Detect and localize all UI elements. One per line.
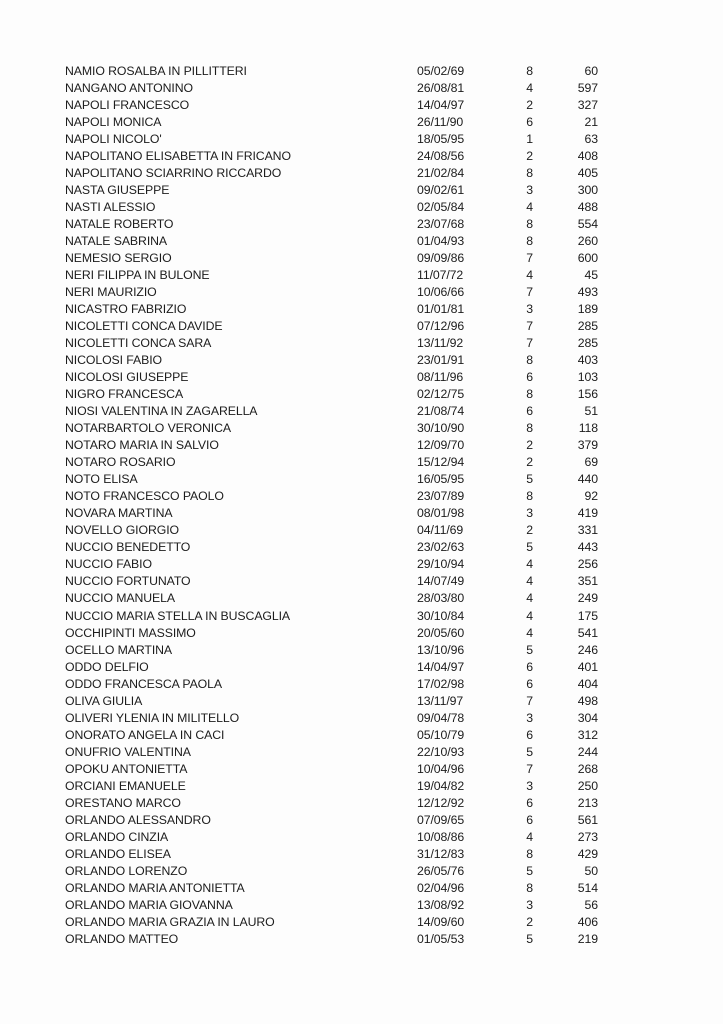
table-row [65, 642, 598, 659]
birth-date: 26/11/90 [417, 115, 464, 130]
value-large: 597 [577, 81, 598, 96]
birth-date: 17/02/98 [417, 676, 465, 691]
person-name: NASTI ALESSIO [65, 200, 156, 215]
value-large: 541 [577, 625, 598, 640]
table-row [65, 148, 598, 165]
value-large: 250 [577, 778, 598, 793]
person-name: NATALE ROBERTO [65, 217, 174, 232]
birth-date: 07/12/96 [417, 319, 465, 334]
value-small: 4 [526, 608, 533, 623]
value-large: 60 [584, 64, 598, 78]
value-large: 401 [577, 659, 598, 674]
value-small: 7 [526, 319, 533, 334]
person-name: NUCCIO MANUELA [65, 591, 175, 606]
value-small: 4 [526, 81, 533, 96]
table-row [65, 454, 598, 471]
table-row [65, 931, 598, 948]
person-name: NOTARO ROSARIO [65, 455, 176, 470]
value-large: 331 [577, 523, 598, 538]
birth-date: 12/12/92 [417, 795, 465, 810]
table-row [65, 250, 598, 267]
value-small: 8 [526, 489, 533, 504]
person-name: NOTO FRANCESCO PAOLO [65, 489, 224, 504]
birth-date: 01/05/53 [417, 931, 465, 946]
table-row [65, 710, 598, 727]
value-large: 219 [577, 931, 598, 946]
person-name: NICOLOSI FABIO [65, 353, 162, 368]
value-small: 2 [526, 438, 533, 453]
value-large: 405 [577, 166, 598, 181]
birth-date: 10/08/86 [417, 829, 465, 844]
person-name: ONORATO ANGELA IN CACI [65, 727, 225, 742]
value-large: 260 [577, 234, 598, 249]
value-large: 92 [584, 489, 598, 504]
value-large: 50 [584, 863, 598, 878]
person-name: ORLANDO MATTEO [65, 931, 179, 946]
birth-date: 21/08/74 [417, 404, 465, 419]
value-large: 189 [577, 302, 598, 317]
table-row [65, 829, 598, 846]
value-large: 379 [577, 438, 598, 453]
table-row [65, 539, 598, 556]
value-small: 7 [526, 285, 533, 300]
birth-date: 22/10/93 [417, 744, 465, 759]
person-name: OCCHIPINTI MASSIMO [65, 625, 196, 640]
value-large: 249 [577, 591, 598, 606]
birth-date: 02/12/75 [417, 387, 465, 402]
birth-date: 23/01/91 [417, 353, 465, 368]
value-large: 273 [577, 829, 598, 844]
birth-date: 12/09/70 [417, 438, 465, 453]
value-large: 63 [584, 132, 598, 147]
value-small: 6 [526, 115, 533, 130]
value-small: 3 [526, 710, 533, 725]
value-small: 5 [526, 540, 533, 555]
table-row [65, 744, 598, 761]
table-row [65, 369, 598, 386]
person-name: NOVARA MARTINA [65, 506, 173, 521]
table-row [65, 522, 598, 539]
person-name: NATALE SABRINA [65, 234, 168, 249]
table-row [65, 846, 598, 863]
birth-date: 01/01/81 [417, 302, 465, 317]
person-name: NICASTRO FABRIZIO [65, 302, 187, 317]
table-row [65, 778, 598, 795]
table-row [65, 608, 598, 625]
value-small: 8 [526, 166, 533, 181]
value-large: 406 [577, 914, 598, 929]
table-row [65, 63, 598, 80]
table-row [65, 420, 598, 437]
table-row [65, 216, 598, 233]
table-row [65, 590, 598, 607]
value-large: 429 [577, 846, 598, 861]
person-name: ORLANDO MARIA ANTONIETTA [65, 880, 245, 895]
value-large: 256 [577, 557, 598, 572]
person-name: NICOLETTI CONCA SARA [65, 336, 212, 351]
value-large: 175 [577, 608, 598, 623]
table-row [65, 761, 598, 778]
table-row [65, 114, 598, 131]
table-row [65, 863, 598, 880]
person-name: OLIVERI YLENIA IN MILITELLO [65, 710, 240, 725]
birth-date: 14/04/97 [417, 659, 465, 674]
value-small: 4 [526, 625, 533, 640]
value-small: 2 [526, 149, 533, 164]
value-small: 6 [526, 795, 533, 810]
person-name: OLIVA GIULIA [65, 693, 143, 708]
table-row [65, 386, 598, 403]
value-large: 21 [584, 115, 598, 130]
birth-date: 28/03/80 [417, 591, 465, 606]
person-name: ORLANDO ALESSANDRO [65, 812, 211, 827]
birth-date: 14/09/60 [417, 914, 465, 929]
value-large: 246 [577, 642, 598, 657]
value-large: 514 [577, 880, 598, 895]
person-name: NICOLETTI CONCA DAVIDE [65, 319, 223, 334]
value-large: 600 [577, 251, 598, 266]
value-small: 3 [526, 897, 533, 912]
table-row [65, 284, 598, 301]
person-name: ORLANDO MARIA GIOVANNA [65, 897, 233, 912]
birth-date: 05/02/69 [417, 64, 465, 78]
table-row [65, 131, 598, 148]
value-large: 327 [577, 98, 598, 113]
table-row [65, 267, 598, 284]
birth-date: 02/04/96 [417, 880, 465, 895]
birth-date: 13/11/97 [417, 693, 464, 708]
value-large: 488 [577, 200, 598, 215]
table-row [65, 573, 598, 590]
birth-date: 13/08/92 [417, 897, 465, 912]
value-large: 56 [584, 897, 598, 912]
value-large: 118 [578, 421, 598, 436]
person-name: NAPOLI MONICA [65, 115, 162, 130]
value-small: 6 [526, 370, 533, 385]
table-row [65, 97, 598, 114]
birth-date: 30/10/84 [417, 608, 465, 623]
value-large: 351 [577, 574, 598, 589]
birth-date: 09/02/61 [417, 183, 465, 198]
value-small: 7 [526, 761, 533, 776]
table-row [65, 676, 598, 693]
person-name: NUCCIO BENEDETTO [65, 540, 191, 555]
value-large: 312 [577, 727, 598, 742]
table-row [65, 693, 598, 710]
value-large: 51 [584, 404, 598, 419]
person-name: NOVELLO GIORGIO [65, 523, 179, 538]
value-small: 2 [526, 523, 533, 538]
birth-date: 01/04/93 [417, 234, 465, 249]
birth-date: 08/01/98 [417, 506, 465, 521]
value-small: 4 [526, 200, 533, 215]
birth-date: 18/05/95 [417, 132, 465, 147]
table-row [65, 403, 598, 420]
person-name: NAPOLITANO SCIARRINO RICCARDO [65, 166, 282, 181]
birth-date: 16/05/95 [417, 472, 465, 487]
birth-date: 20/05/60 [417, 625, 465, 640]
birth-date: 26/05/76 [417, 863, 465, 878]
birth-date: 09/04/78 [417, 710, 465, 725]
value-small: 4 [526, 557, 533, 572]
table-row [65, 437, 598, 454]
value-small: 7 [526, 336, 533, 351]
person-name: NUCCIO MARIA STELLA IN BUSCAGLIA [65, 608, 291, 623]
table-row [65, 795, 598, 812]
table-row [65, 488, 598, 505]
birth-date: 14/04/97 [417, 98, 465, 113]
person-name: NOTARO MARIA IN SALVIO [65, 438, 219, 453]
table-row [65, 880, 598, 897]
table-row [65, 318, 598, 335]
person-name: ORCIANI EMANUELE [65, 778, 186, 793]
table-row [65, 505, 598, 522]
value-small: 8 [526, 846, 533, 861]
person-name: NERI MAURIZIO [65, 285, 157, 300]
value-large: 498 [577, 693, 598, 708]
person-name: NAPOLITANO ELISABETTA IN FRICANO [65, 149, 291, 164]
value-small: 5 [526, 472, 533, 487]
table-row [65, 80, 598, 97]
birth-date: 10/04/96 [417, 761, 465, 776]
birth-date: 09/09/86 [417, 251, 465, 266]
birth-date: 23/07/89 [417, 489, 465, 504]
table-row [65, 182, 598, 199]
value-large: 304 [577, 710, 598, 725]
value-small: 2 [526, 455, 533, 470]
table-row [65, 471, 598, 488]
value-small: 5 [526, 642, 533, 657]
person-name: ORLANDO LORENZO [65, 863, 188, 878]
value-small: 5 [526, 931, 533, 946]
value-large: 300 [577, 183, 598, 198]
value-large: 404 [577, 676, 598, 691]
birth-date: 04/11/69 [417, 523, 464, 538]
value-small: 8 [526, 880, 533, 895]
person-name: NANGANO ANTONINO [65, 81, 193, 96]
table-row [65, 233, 598, 250]
birth-date: 23/07/68 [417, 217, 465, 232]
value-small: 8 [526, 217, 533, 232]
value-large: 213 [577, 795, 598, 810]
value-large: 156 [577, 387, 598, 402]
value-small: 8 [526, 64, 533, 78]
person-name: NASTA GIUSEPPE [65, 183, 170, 198]
value-small: 4 [526, 574, 533, 589]
value-small: 4 [526, 829, 533, 844]
person-name: NOTO ELISA [65, 472, 138, 487]
value-small: 4 [526, 591, 533, 606]
birth-date: 02/05/84 [417, 200, 465, 215]
table-row [65, 659, 598, 676]
value-large: 103 [577, 370, 598, 385]
birth-date: 13/11/92 [417, 336, 464, 351]
birth-date: 23/02/63 [417, 540, 465, 555]
birth-date: 24/08/56 [417, 149, 465, 164]
value-small: 6 [526, 676, 533, 691]
person-name: ORLANDO ELISEA [65, 846, 171, 861]
person-name: NAMIO ROSALBA IN PILLITTERI [65, 64, 247, 78]
person-name: NIOSI VALENTINA IN ZAGARELLA [65, 404, 258, 419]
value-large: 45 [584, 268, 598, 283]
value-small: 6 [526, 404, 533, 419]
value-small: 8 [526, 387, 533, 402]
table-row [65, 301, 598, 318]
value-small: 8 [526, 421, 533, 436]
value-large: 268 [577, 761, 598, 776]
value-large: 244 [577, 744, 598, 759]
value-small: 6 [526, 727, 533, 742]
table-row [65, 727, 598, 744]
value-small: 6 [526, 659, 533, 674]
person-name: ORESTANO MARCO [65, 795, 181, 810]
table-row [65, 556, 598, 573]
person-name: NAPOLI NICOLO' [65, 132, 162, 147]
value-small: 1 [526, 132, 533, 147]
value-small: 5 [526, 744, 533, 759]
table-row [65, 625, 598, 642]
value-large: 403 [577, 353, 598, 368]
birth-date: 05/10/79 [417, 727, 465, 742]
value-large: 440 [577, 472, 598, 487]
value-small: 2 [526, 98, 533, 113]
person-name: NEMESIO SERGIO [65, 251, 172, 266]
person-name: NUCCIO FORTUNATO [65, 574, 191, 589]
person-name: ORLANDO CINZIA [65, 829, 169, 844]
value-small: 5 [526, 863, 533, 878]
value-small: 4 [526, 268, 533, 283]
table-row [65, 335, 598, 352]
person-name: ORLANDO MARIA GRAZIA IN LAURO [65, 914, 275, 929]
table-row [65, 812, 598, 829]
birth-date: 29/10/94 [417, 557, 465, 572]
person-name: NIGRO FRANCESCA [65, 387, 184, 402]
birth-date: 13/10/96 [417, 642, 465, 657]
value-large: 69 [584, 455, 598, 470]
person-name: ODDO DELFIO [65, 659, 149, 674]
value-large: 493 [577, 285, 598, 300]
person-name: OCELLO MARTINA [65, 642, 173, 657]
records-table [65, 63, 598, 948]
birth-date: 26/08/81 [417, 81, 465, 96]
value-large: 554 [577, 217, 598, 232]
value-small: 8 [526, 234, 533, 249]
birth-date: 10/06/66 [417, 285, 465, 300]
table-row [65, 352, 598, 369]
birth-date: 15/12/94 [417, 455, 465, 470]
value-small: 3 [526, 183, 533, 198]
birth-date: 11/07/72 [417, 268, 464, 283]
value-small: 3 [526, 506, 533, 521]
person-name: ODDO FRANCESCA PAOLA [65, 676, 222, 691]
person-name: NOTARBARTOLO VERONICA [65, 421, 231, 436]
value-small: 2 [526, 914, 533, 929]
person-name: NERI FILIPPA IN BULONE [65, 268, 210, 283]
birth-date: 07/09/65 [417, 812, 465, 827]
table-row [65, 199, 598, 216]
birth-date: 19/04/82 [417, 778, 465, 793]
value-large: 285 [577, 336, 598, 351]
table-row [65, 897, 598, 914]
person-name: OPOKU ANTONIETTA [65, 761, 188, 776]
birth-date: 31/12/83 [417, 846, 465, 861]
value-small: 7 [526, 693, 533, 708]
value-large: 285 [577, 319, 598, 334]
birth-date: 14/07/49 [417, 574, 465, 589]
table-row [65, 914, 598, 931]
birth-date: 30/10/90 [417, 421, 465, 436]
value-small: 6 [526, 812, 533, 827]
value-small: 3 [526, 778, 533, 793]
person-name: NICOLOSI GIUSEPPE [65, 370, 189, 385]
value-large: 561 [577, 812, 598, 827]
value-large: 408 [577, 149, 598, 164]
person-name: NUCCIO FABIO [65, 557, 152, 572]
value-large: 443 [577, 540, 598, 555]
person-name: ONUFRIO VALENTINA [65, 744, 191, 759]
birth-date: 21/02/84 [417, 166, 465, 181]
value-small: 7 [526, 251, 533, 266]
value-large: 419 [577, 506, 598, 521]
birth-date: 08/11/96 [417, 370, 464, 385]
person-name: NAPOLI FRANCESCO [65, 98, 190, 113]
value-small: 3 [526, 302, 533, 317]
table-row [65, 165, 598, 182]
value-small: 8 [526, 353, 533, 368]
